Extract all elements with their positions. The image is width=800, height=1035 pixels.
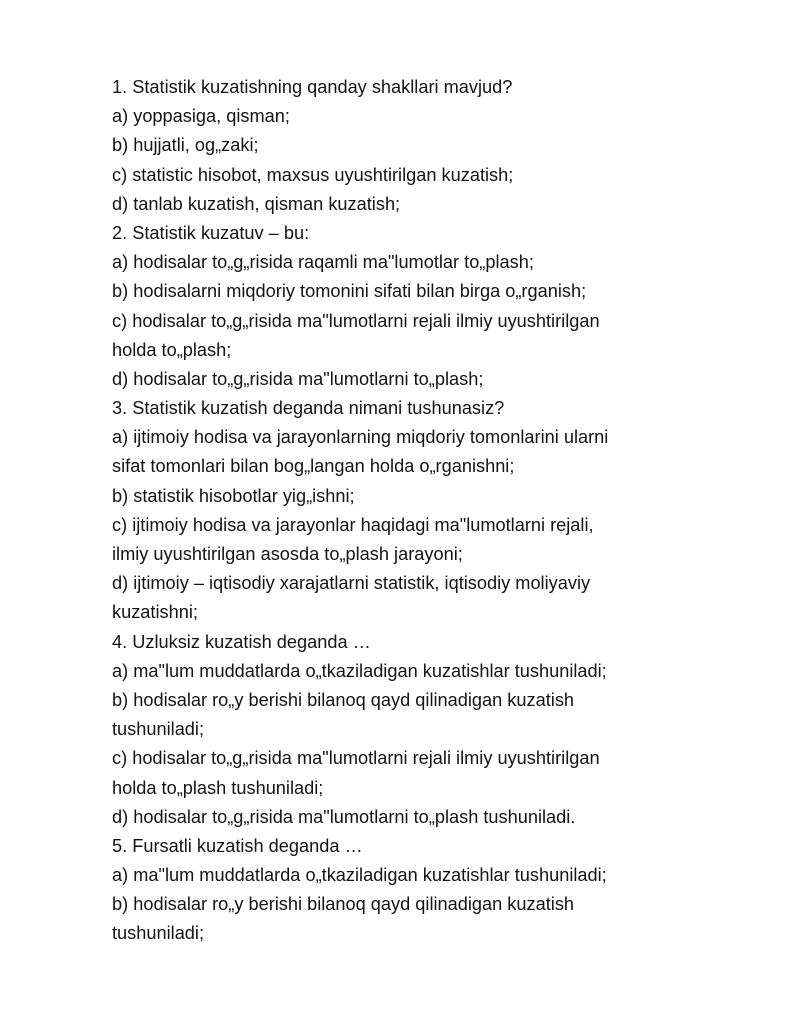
question-3-option-c: c) ijtimoiy hodisa va jarayonlar haqidagi ma"lumotlarni rejali, bbox=[112, 514, 594, 535]
question-4-option-b-cont: tushuniladi; bbox=[112, 719, 205, 740]
question-1-option-c: c) statistic hisobot, maxsus uyushtirilgan kuzatish; bbox=[112, 164, 514, 185]
question-4-option-c: c) hodisalar to„g„risida ma"lumotlarni rejali ilmiy uyushtirilgan bbox=[112, 748, 600, 769]
question-1-option-d: d) tanlab kuzatish, qisman kuzatish; bbox=[112, 193, 401, 214]
question-4: 4. Uzluksiz kuzatish deganda … bbox=[112, 631, 371, 652]
question-4-option-b: b) hodisalar ro„y berishi bilanoq qayd qilinadigan kuzatish bbox=[112, 689, 575, 710]
question-3-option-a-cont: sifat tomonlari bilan bog„langan holda o„rganishni; bbox=[112, 456, 515, 477]
question-4-option-a: a) ma"lum muddatlarda o„tkaziladigan kuzatishlar tushuniladi; bbox=[112, 660, 607, 681]
question-4-option-d: d) hodisalar to„g„risida ma"lumotlarni to„plash tushuniladi. bbox=[112, 806, 576, 827]
question-3-option-c-cont: ilmiy uyushtirilgan asosda to„plash jarayoni; bbox=[112, 544, 463, 564]
question-2-option-c-cont: holda to„plash; bbox=[112, 339, 232, 360]
question-2-option-a: a) hodisalar to„g„risida raqamli ma"lumotlar to„plash; bbox=[112, 252, 534, 273]
question-4-option-c-cont: holda to„plash tushuniladi; bbox=[112, 777, 324, 798]
question-2-option-b: b) hodisalarni miqdoriy tomonini sifati bilan birga o„rganish; bbox=[112, 281, 587, 302]
question-5-option-b: b) hodisalar ro„y berishi bilanoq qayd qilinadigan kuzatish bbox=[112, 894, 575, 915]
question-3-option-b: b) statistik hisobotlar yig„ishni; bbox=[112, 485, 355, 506]
question-1-option-a: a) yoppasiga, qisman; bbox=[112, 106, 290, 127]
question-2-option-d: d) hodisalar to„g„risida ma"lumotlarni to„plash; bbox=[112, 368, 484, 389]
question-1-option-b: b) hujjatli, og„zaki; bbox=[112, 135, 259, 156]
question-5-option-b-cont: tushuniladi; bbox=[112, 923, 205, 944]
document-text bbox=[112, 73, 712, 949]
question-5-option-a: a) ma"lum muddatlarda o„tkaziladigan kuzatishlar tushuniladi; bbox=[112, 865, 607, 886]
question-2-option-c: c) hodisalar to„g„risida ma"lumotlarni rejali ilmiy uyushtirilgan bbox=[112, 310, 600, 331]
question-2: 2. Statistik kuzatuv – bu: bbox=[112, 222, 310, 243]
question-3: 3. Statistik kuzatish deganda nimani tushunasiz? bbox=[112, 398, 505, 419]
question-5: 5. Fursatli kuzatish deganda … bbox=[112, 835, 363, 856]
question-3-option-d: d) ijtimoiy – iqtisodiy xarajatlarni statistik, iqtisodiy moliyaviy bbox=[112, 573, 591, 594]
question-3-option-a: a) ijtimoiy hodisa va jarayonlarning miqdoriy tomonlarini ularni bbox=[112, 427, 609, 448]
question-3-option-d-cont: kuzatishni; bbox=[112, 602, 198, 623]
question-1: 1. Statistik kuzatishning qanday shakllari mavjud? bbox=[112, 77, 513, 97]
